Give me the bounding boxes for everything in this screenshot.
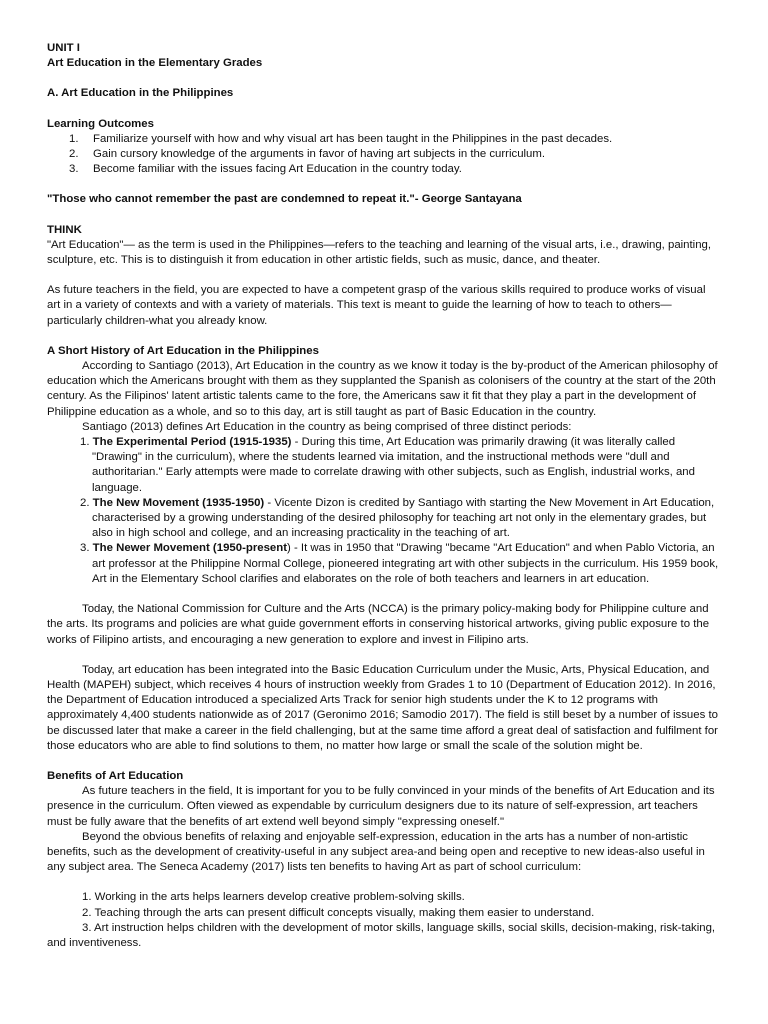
document-page (47, 41, 719, 951)
history-paragraph: Today, art education has been integrated into the Basic Education Curriculum under the Music, Arts, Physical Education, and Health (MAPEH) subject, which receives 4 hours of instruction weekly from Grades 1 to 10 (Department of Education 2012). In 2016, the Department of Education introduced a specialized Arts Track for senior high students under the K to 12 programs with approximately 4,400 students nationwide as of 2017 (Geronimo 2016; Samodio 2017). The field is still beset by a number of issues to be discussed later that make a career in the field challenging, but at the same time afford a great deal of satisfaction and fulfilment for those educators who are able to find solutions to them, no matter how large or small the scale of the solution might be. (47, 663, 718, 752)
think-paragraph: "Art Education"— as the term is used in the Philippines—refers to the teaching and learning of the visual arts, i.e., drawing, painting, sculpture, etc. This is to distinguish it from education in other artistic fields, such as music, dance, and theater. (47, 238, 712, 267)
santayana-quote: "Those who cannot remember the past are condemned to repeat it."- George Santayana (47, 193, 522, 206)
period-item: 2. The New Movement (1935-1950) - Vicente Dizon is credited by Santiago with starting the New Movement in Art Education, characterised by a growing understanding of the desired philosophy for teaching art not only in the elementary grades, but also in high school and college, and an increasing practicality in the teaching of art. (80, 496, 715, 540)
benefit-item: 3. Art instruction helps children with the development of motor skills, language skills, social skills, decision-making, risk-taking, and inventiveness. (47, 921, 716, 949)
learning-outcome-item: 2. Gain cursory knowledge of the arguments in favor of having art subjects in the curriculum. (69, 148, 546, 161)
section-a-heading: A. Art Education in the Philippines (47, 87, 234, 100)
unit-label: UNIT I (47, 42, 80, 54)
benefits-paragraph: As future teachers in the field, It is important for you to be fully convinced in your minds of the benefits of Art Education and its presence in the curriculum. Often viewed as expendable by curriculum designers due to its nature of self-expression, art teachers must be fully aware that the benefits of art extend well beyond simply "expressing oneself." (47, 785, 715, 828)
learning-outcomes-heading: Learning Outcomes (47, 117, 154, 130)
history-paragraph: Today, the National Commission for Culture and the Arts (NCCA) is the primary policy-making body for Philippine culture and the arts. Its programs and policies are what guide government efforts in conserving historical artworks, giving public exposure to the works of Filipino artists, and encouraging a new generation to explore and invest in Filipino arts. (47, 603, 710, 646)
benefit-item: 1. Working in the arts helps learners develop creative problem-solving skills. (82, 891, 465, 904)
history-paragraph: According to Santiago (2013), Art Education in the country as we know it today is the by-product of the American philosophy of education which the Americans brought with them as they supplanted the Spanish as colonisers of the country at the start of the 20th century. As the Filipinos' latent artistic talents came to the fore, the Americans saw it fit that they play a part in the development of Philippine education as a whole, and so to this day, art is still taught as part of Basic Education in the country. (47, 360, 718, 418)
benefits-paragraph: Beyond the obvious benefits of relaxing and enjoyable self-expression, education in the arts has a number of non-artistic benefits, such as the development of creativity-useful in any subject area-and being open and receptive to new ideas-also useful in any subject area. The Seneca Academy (2017) lists ten benefits to having Art as part of school curriculum: (47, 830, 705, 874)
think-paragraph: As future teachers in the field, you are expected to have a competent grasp of the various skills required to produce works of visual art in a variety of contexts and with a variety of materials. This text is meant to guide the learning of how to teach to others—particularly children-what you already know. (47, 284, 706, 327)
benefit-item: 2. Teaching through the arts can present difficult concepts visually, making them easier to understand. (82, 906, 595, 919)
think-heading: THINK (47, 223, 82, 236)
unit-title: Art Education in the Elementary Grades (47, 57, 263, 70)
history-paragraph: Santiago (2013) defines Art Education in the country as being comprised of three distinct periods: (82, 420, 572, 433)
period-item: 1. The Experimental Period (1915-1935) - During this time, Art Education was primarily drawing (it was literally called "Drawing" in the curriculum), where the students learned via imitation, and the instructional methods were "dull and authoritarian." Early attempts were made to correlate drawing with other subjects, such as English, industrial works, and language. (80, 436, 695, 494)
history-heading: A Short History of Art Education in the Philippines (47, 344, 319, 357)
learning-outcome-item: 3. Become familiar with the issues facing Art Education in the country today. (69, 163, 462, 176)
learning-outcome-item: 1. Familiarize yourself with how and why visual art has been taught in the Philippines in the past decades. (69, 132, 613, 145)
benefits-heading: Benefits of Art Education (47, 769, 184, 782)
period-item: 3. The Newer Movement (1950-present) - It was in 1950 that "Drawing "became "Art Education" and when Pablo Victoria, an art professor at the Philippine Normal College, pioneered integrating art with other subjects in the curriculum. His 1959 book, Art in the Elementary School clarifies and elaborates on the role of both teachers and learners in art education. (80, 542, 719, 585)
